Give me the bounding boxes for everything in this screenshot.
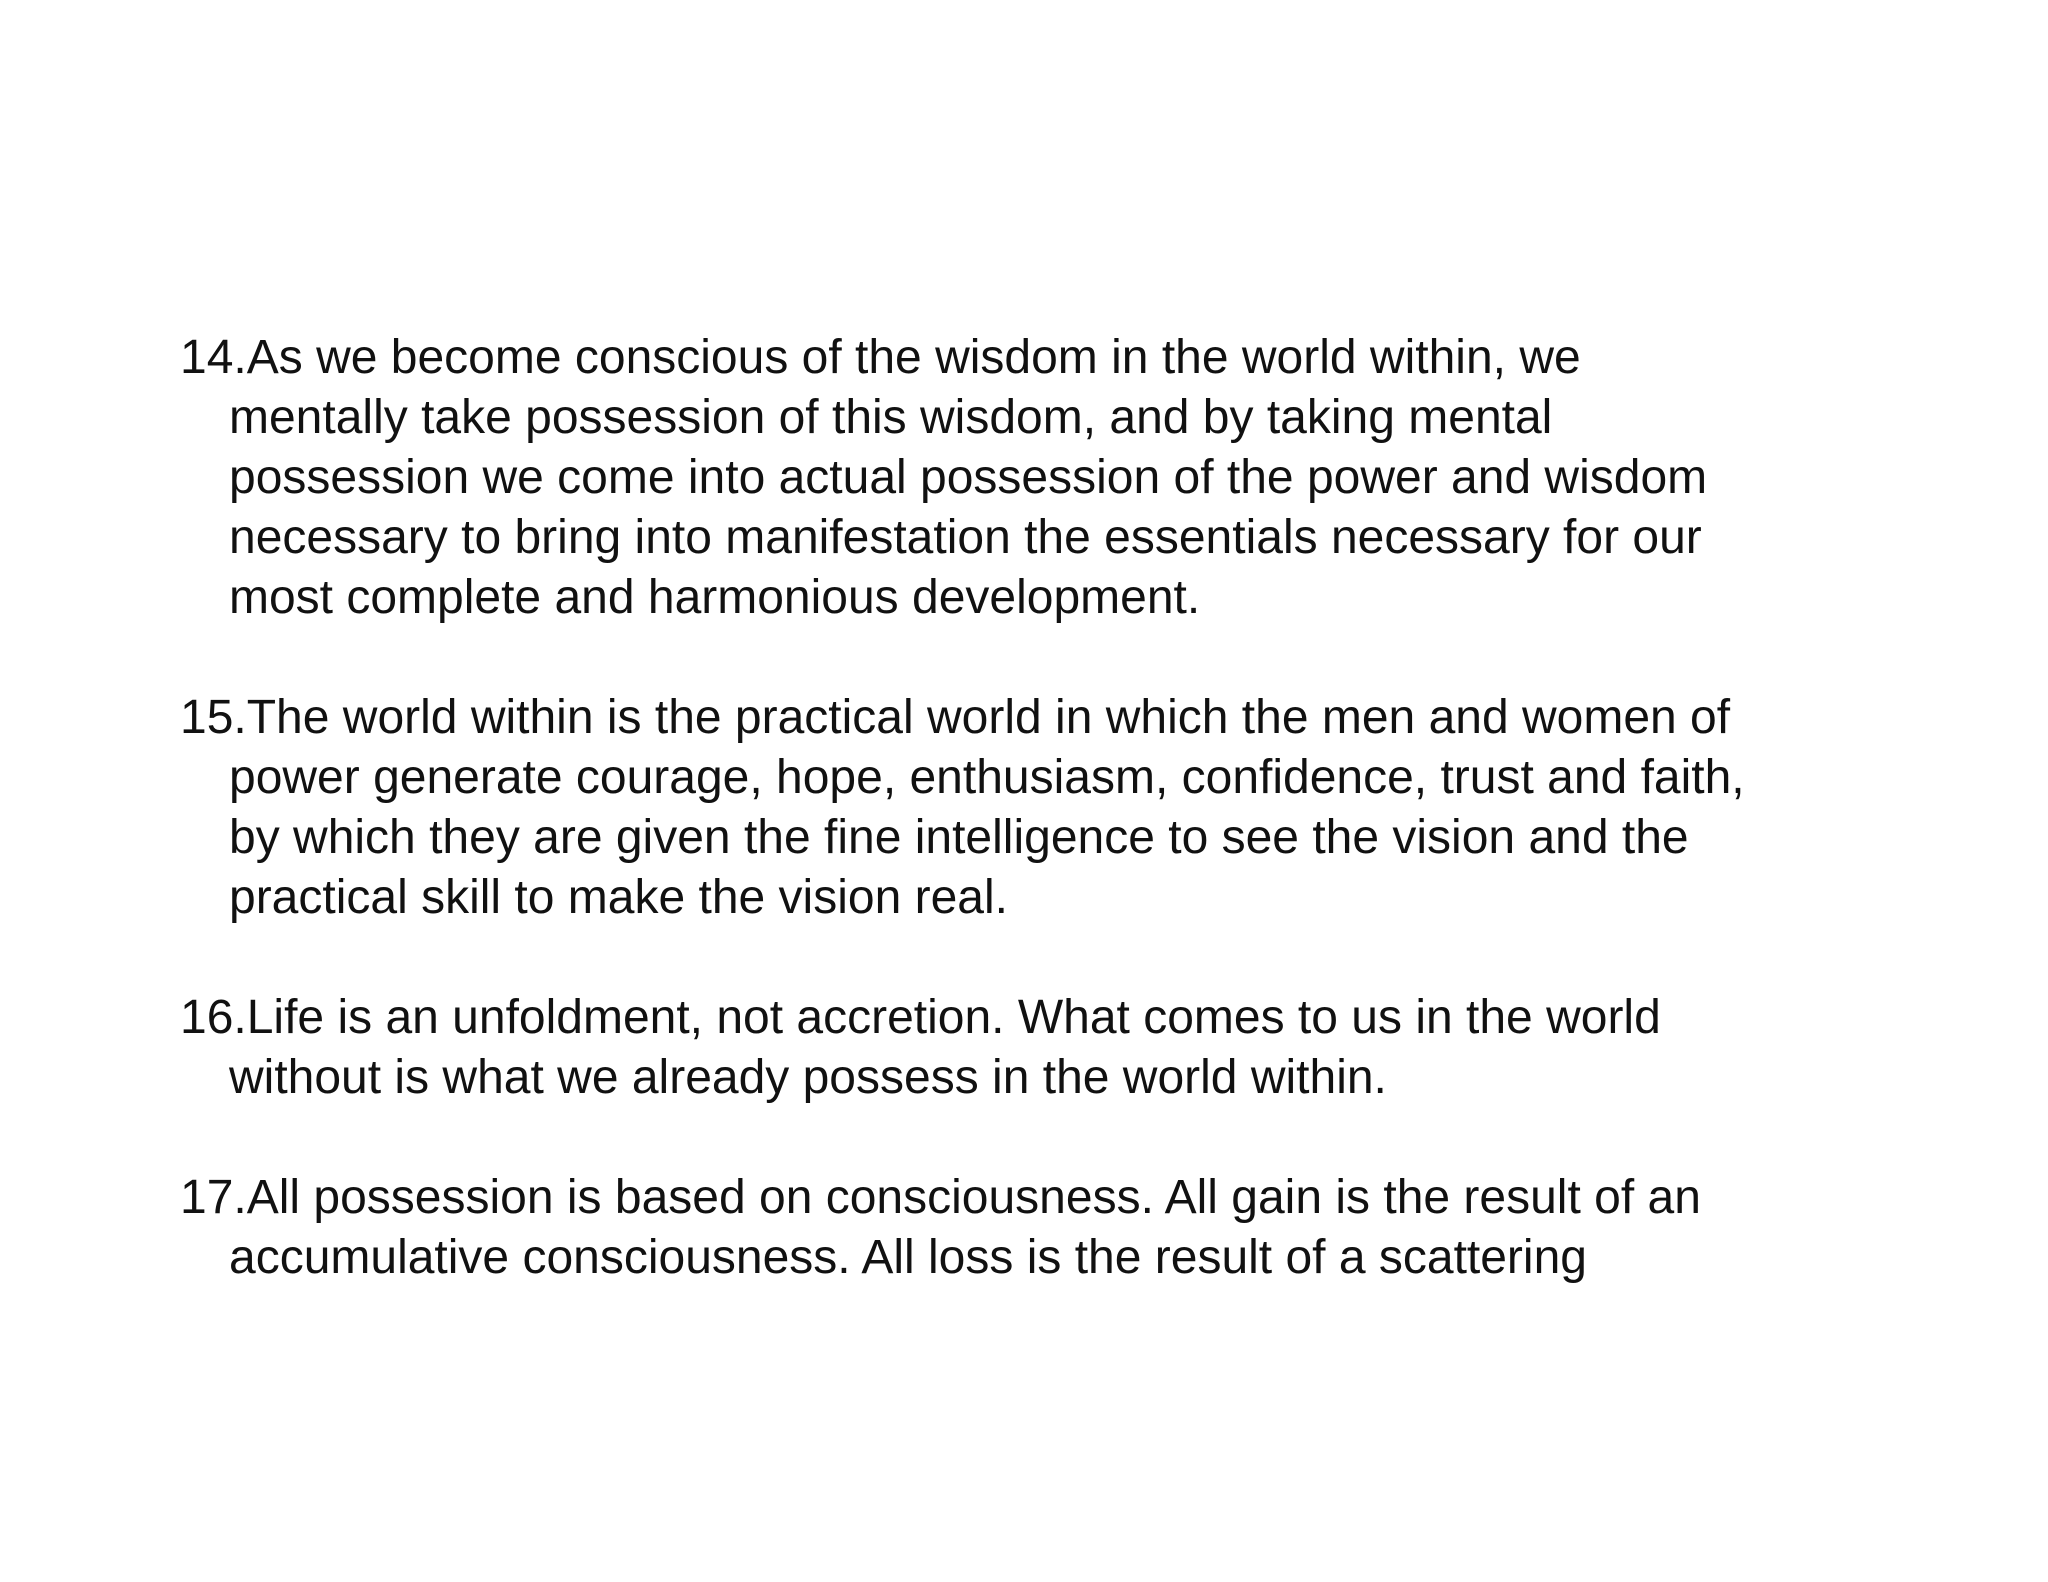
paragraph-line: practical skill to make the vision real. <box>229 871 1008 924</box>
paragraph-line: 15.The world within is the practical world in which the men and women of <box>180 691 1731 744</box>
paragraph-line: by which they are given the fine intelligence to see the vision and the <box>229 811 1689 864</box>
paragraph-line: power generate courage, hope, enthusiasm, confidence, trust and faith, <box>229 751 1745 804</box>
paragraph-14 <box>180 328 1940 628</box>
paragraph-16 <box>180 988 1940 1108</box>
paragraph-line: accumulative consciousness. All loss is the result of a scattering <box>229 1231 1587 1284</box>
paragraph-17 <box>180 1168 1940 1288</box>
paragraph-line: 16.Life is an unfoldment, not accretion. What comes to us in the world <box>180 991 1661 1044</box>
paragraph-line: mentally take possession of this wisdom, and by taking mental <box>229 391 1553 444</box>
paragraph-line: most complete and harmonious development. <box>229 571 1201 624</box>
paragraph-15 <box>180 688 1940 928</box>
paragraph-line: 14.As we become conscious of the wisdom in the world within, we <box>180 331 1581 384</box>
paragraph-line: necessary to bring into manifestation the essentials necessary for our <box>229 511 1702 564</box>
paragraph-line: possession we come into actual possession of the power and wisdom <box>229 451 1708 504</box>
paragraph-line: without is what we already possess in the world within. <box>229 1051 1387 1104</box>
paragraph-line: 17.All possession is based on consciousness. All gain is the result of an <box>180 1171 1701 1224</box>
